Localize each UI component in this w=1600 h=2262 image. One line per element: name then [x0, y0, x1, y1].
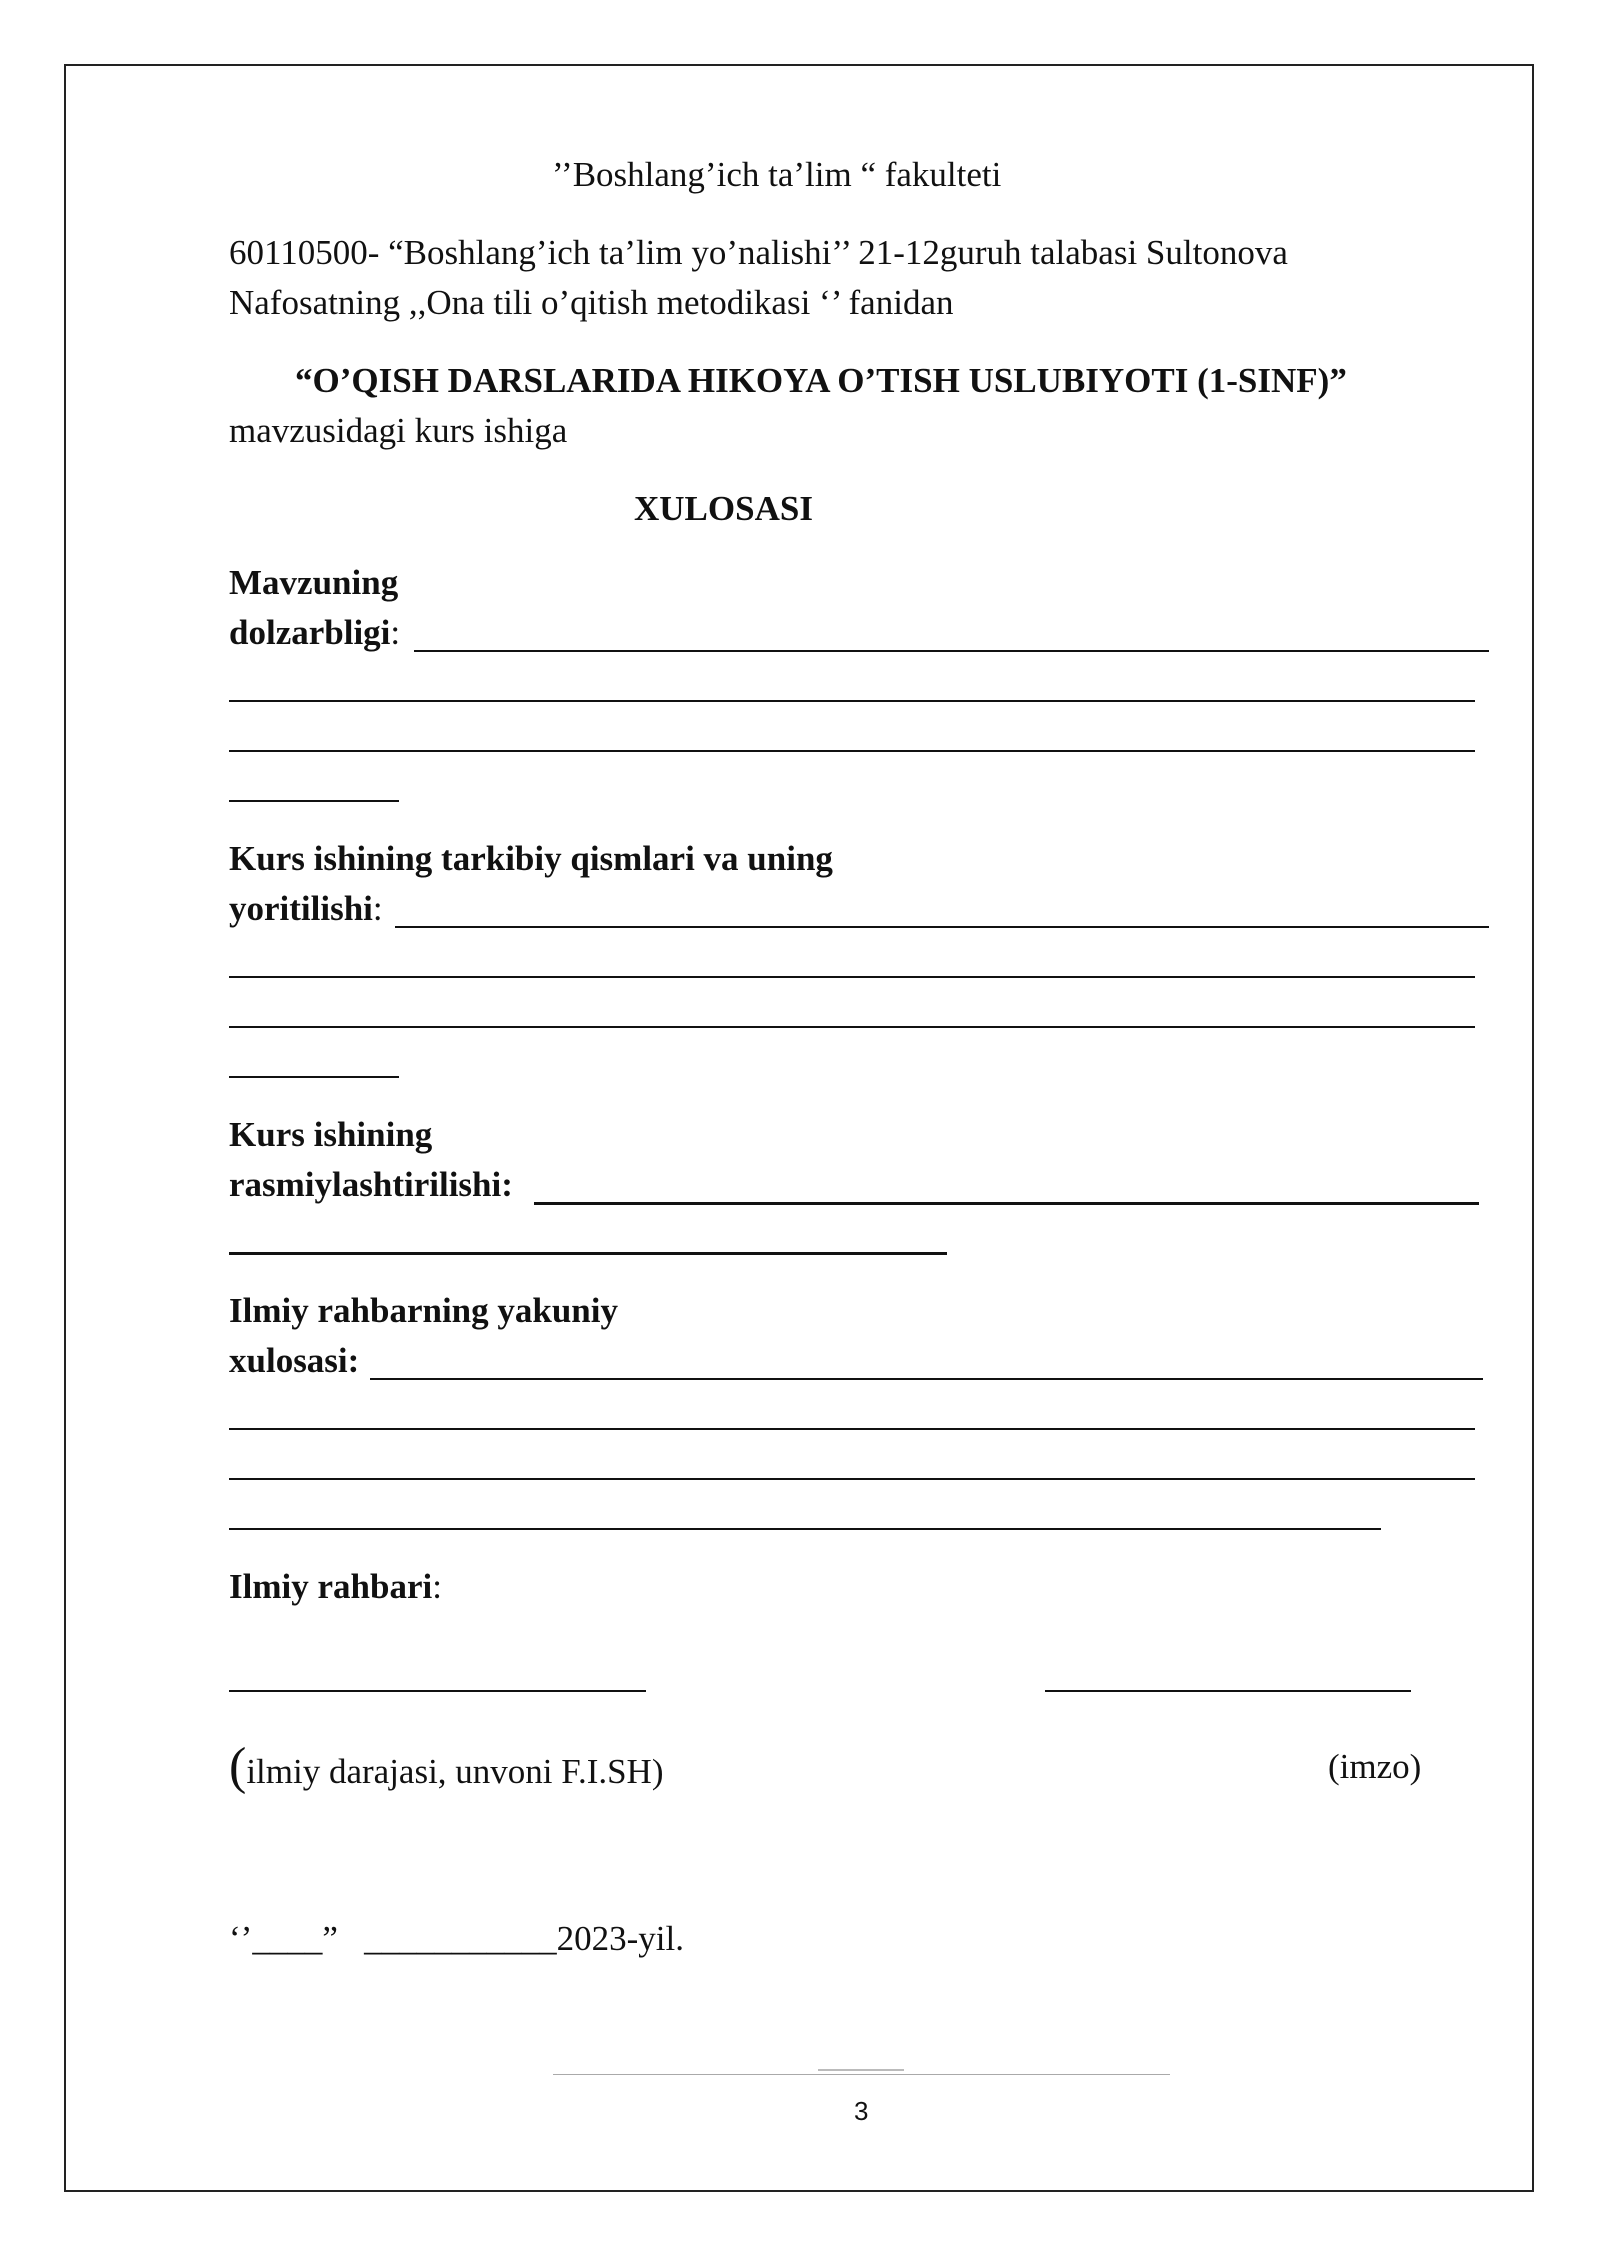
document-title: XULOSASI [634, 489, 813, 528]
course-work-topic: “O’QISH DARSLARIDA HIKOYA O’TISH USLUBIYOTI (1-SINF)” [295, 361, 1347, 400]
date-month-blank: ___________ [364, 1919, 557, 1958]
structure-blank-line-1 [395, 926, 1489, 928]
conclusion-blank-line-2 [229, 1428, 1475, 1430]
page-number: 3 [854, 2096, 869, 2126]
footer-separator-mark [818, 2069, 904, 2071]
formatting-label-line-2: rasmiylashtirilishi: [229, 1165, 513, 1204]
structure-blank-line-4 [229, 1076, 399, 1078]
conclusion-label-line-2: xulosasi: [229, 1341, 360, 1380]
formatting-blank-line-2 [229, 1252, 947, 1255]
structure-blank-line-3 [229, 1026, 1475, 1028]
conclusion-blank-line-4 [229, 1528, 1381, 1530]
date-close-quote: ” [322, 1919, 338, 1958]
relevance-colon: : [390, 613, 401, 652]
signature-caption: (imzo) [1328, 1747, 1422, 1786]
supervisor-signature-line [1045, 1690, 1411, 1692]
structure-label: yoritilishi [229, 889, 373, 928]
date-line [229, 1914, 684, 1964]
footer-separator [553, 2074, 1170, 2075]
supervisor-label: Ilmiy rahbari [229, 1567, 433, 1606]
structure-label-line-1: Kurs ishining tarkibiy qismlari va uning [229, 839, 833, 878]
formatting-blank-line-1 [534, 1202, 1479, 1205]
date-year: 2023-yil. [556, 1919, 684, 1958]
date-open-quote: ‘’ [229, 1919, 253, 1958]
student-info-line-1: 60110500- “Boshlang’ich ta’lim yo’nalishi’’ 21-12guruh talabasi Sultonova [229, 233, 1288, 272]
supervisor-label-row [229, 1562, 442, 1612]
relevance-blank-line-2 [229, 700, 1475, 702]
student-info-line-2: Nafosatning ,,Ona tili o’qitish metodikasi ‘’ fanidan [229, 283, 954, 322]
relevance-blank-line-3 [229, 750, 1475, 752]
supervisor-name-line [229, 1690, 646, 1692]
supervisor-colon: : [432, 1567, 442, 1606]
date-day-blank: ____ [252, 1919, 323, 1958]
structure-blank-line-2 [229, 976, 1475, 978]
conclusion-label-line-1: Ilmiy rahbarning yakuniy [229, 1291, 618, 1330]
open-paren: ( [229, 1738, 247, 1795]
structure-label-line-2 [229, 884, 383, 934]
conclusion-blank-line-3 [229, 1478, 1475, 1480]
formatting-label-line-1: Kurs ishining [229, 1115, 433, 1154]
faculty-heading: ’’Boshlang’ich ta’lim “ fakulteti [552, 155, 1002, 194]
supervisor-name-caption [229, 1738, 664, 1797]
relevance-blank-line-4 [229, 800, 399, 802]
relevance-blank-line-1 [414, 650, 1489, 652]
relevance-label-line-2 [229, 608, 400, 658]
topic-suffix: mavzusidagi kurs ishiga [229, 411, 568, 450]
name-caption-text: ilmiy darajasi, unvoni F.I.SH) [246, 1752, 664, 1791]
structure-colon: : [372, 889, 383, 928]
relevance-label: dolzarbligi [229, 613, 391, 652]
conclusion-blank-line-1 [370, 1378, 1483, 1380]
relevance-label-line-1: Mavzuning [229, 563, 399, 602]
